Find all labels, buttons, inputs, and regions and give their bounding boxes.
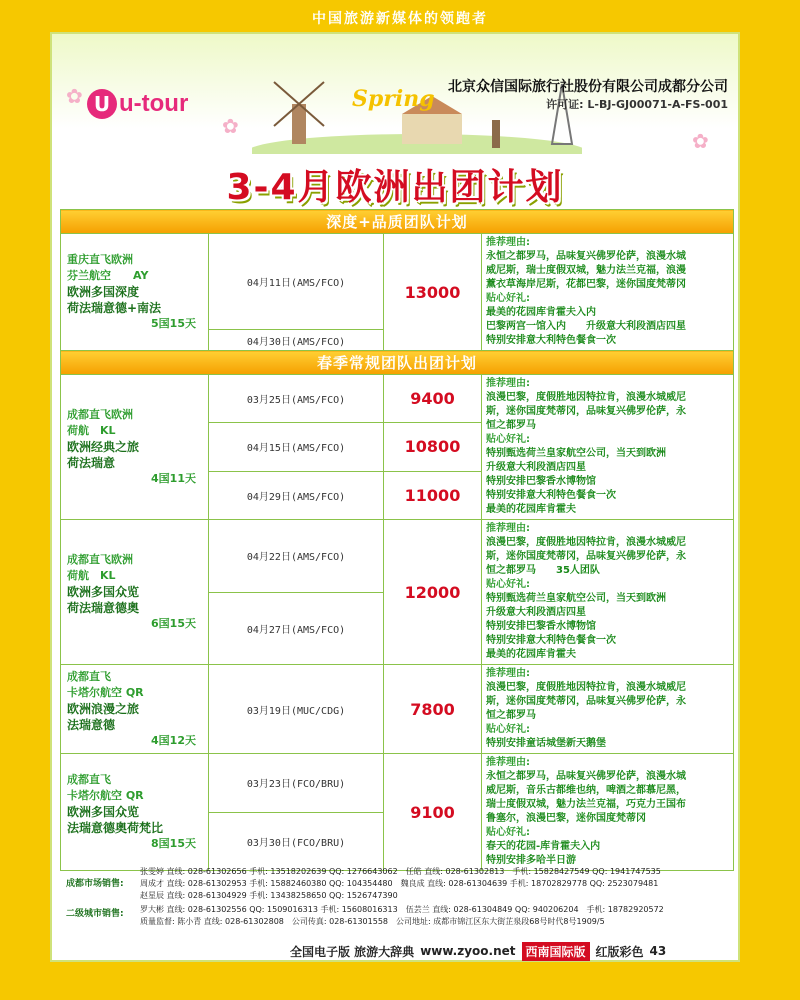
route-cell — [61, 754, 209, 871]
note-line: 贴心好礼: — [486, 579, 530, 590]
departure-date: 04月29日(AMS/FCO) — [209, 471, 384, 519]
price: 11000 — [384, 471, 482, 519]
airline-line: 卡塔尔航空 QR — [67, 789, 144, 802]
departure-line: 成都直飞 — [67, 670, 111, 683]
note-line: 推荐理由: — [486, 237, 530, 248]
note-line: 贴心好礼: — [486, 434, 530, 445]
note-line: 最美的花园库肯霍夫 — [486, 649, 576, 660]
note-line: 浪漫巴黎，度假胜地因特拉肯，浪漫水城威尼 — [486, 537, 686, 548]
page-title: 3-4月欧洲出团计划 — [226, 167, 564, 208]
price: 13000 — [384, 234, 482, 351]
note-line: 特别安排意大利特色餐食一次 — [486, 335, 616, 346]
flower-icon: ✿ — [66, 84, 83, 108]
note-line: 最美的花园库肯霍夫 — [486, 504, 576, 515]
city-sales-label: 二级城市销售: — [66, 909, 124, 919]
note-line: 斯，迷你国度梵蒂冈，品味复兴佛罗伦萨，永 — [486, 406, 686, 417]
note-line: 推荐理由: — [486, 757, 530, 768]
company-name: 北京众信国际旅行社股份有限公司成都分公司 — [448, 79, 728, 95]
note-line: 最美的花园库肯霍夫入内 — [486, 307, 596, 318]
departure-line: 成都直飞欧洲 — [67, 553, 133, 566]
departure-date: 03月19日(MUC/CDG) — [209, 665, 384, 754]
route-duration: 6国15天 — [151, 617, 196, 630]
table-row — [61, 520, 734, 593]
route-countries: 法瑞意德 — [67, 718, 116, 732]
utour-logo — [87, 89, 188, 119]
route-duration: 8国15天 — [151, 837, 196, 850]
route-name: 欧洲经典之旅 — [67, 440, 140, 454]
price: 9400 — [384, 375, 482, 423]
route-notes — [482, 375, 734, 520]
route-duration: 4国12天 — [151, 734, 196, 747]
departure-date: 04月30日(AMS/FCO) — [209, 330, 384, 351]
departure-date: 04月11日(AMS/FCO) — [209, 234, 384, 330]
note-line: 特别甄选荷兰皇家航空公司，当天到欧洲 — [486, 448, 666, 459]
departure-line: 成都直飞欧洲 — [67, 408, 133, 421]
note-line: 威尼斯，瑞士度假双城，魅力法兰克福，浪漫 — [486, 265, 686, 276]
note-line: 升级意大利段酒店四星 — [486, 607, 586, 618]
note-line: 升级意大利段酒店四星 — [486, 462, 586, 473]
note-line: 浪漫巴黎，度假胜地因特拉肯，浪漫水城威尼 — [486, 682, 686, 693]
contact-row: 周成才 直线: 028-61302953 手机: 15882460380 QQ: 104354480 魏良成 直线: 028-61304639 手机: 18702829778 QQ: 2523079481 — [140, 879, 659, 888]
route-cell — [61, 375, 209, 520]
route-duration: 4国11天 — [151, 472, 196, 485]
airline-line: 荷航 KL — [67, 424, 116, 437]
note-line: 贴心好礼: — [486, 293, 530, 304]
departure-date: 03月30日(FCO/BRU) — [209, 812, 384, 871]
contact-row: 质量监督: 陈小青 直线: 028-61302808 公司传真: 028-61301558 公司地址: 成都市锦江区东大街芷泉段68号时代8号1909/5 — [140, 917, 605, 926]
top-tagline: 中国旅游新媒体的领跑者 — [312, 11, 488, 27]
note-line: 浪漫巴黎，度假胜地因特拉肯，浪漫水城威尼 — [486, 392, 686, 403]
route-duration: 5国15天 — [151, 317, 196, 330]
route-name: 欧洲多国众览 — [67, 585, 140, 599]
edition-badge: 西南国际版 — [522, 942, 590, 961]
table-row — [61, 375, 734, 423]
note-line: 恒之都罗马 35人团队 — [486, 565, 600, 576]
table-row — [61, 665, 734, 754]
note-line: 特别安排童话城堡新天鹅堡 — [486, 738, 606, 749]
route-cell — [61, 234, 209, 351]
section-title: 深度+品质团队计划 — [61, 210, 734, 234]
departure-date: 03月25日(AMS/FCO) — [209, 375, 384, 423]
note-line: 特别安排多哈半日游 — [486, 855, 576, 866]
note-line: 瑞士度假双城，魅力法兰克福，巧克力王国布 — [486, 799, 686, 810]
note-line: 薰衣草海岸尼斯，花都巴黎，迷你国度梵蒂冈 — [486, 279, 686, 290]
note-line: 鲁塞尔，浪漫巴黎，迷你国度梵蒂冈 — [486, 813, 646, 824]
note-line: 永恒之都罗马，品味复兴佛罗伦萨，浪漫水城 — [486, 771, 686, 782]
license-number: 许可证: L-BJ-GJ00071-A-FS-001 — [546, 98, 728, 111]
page-number: 43 — [649, 944, 667, 958]
route-countries: 法瑞意德奥荷梵比 — [67, 821, 164, 835]
route-name: 欧洲多国深度 — [67, 285, 140, 299]
route-notes — [482, 665, 734, 754]
note-line: 威尼斯，音乐古都维也纳，啤酒之都慕尼黑， — [486, 785, 686, 796]
note-line: 春天的花园-库肯霍夫入内 — [486, 841, 601, 852]
note-line: 推荐理由: — [486, 523, 530, 534]
note-line: 特别甄选荷兰皇家航空公司，当天到欧洲 — [486, 593, 666, 604]
route-cell — [61, 520, 209, 665]
flower-icon: ✿ — [692, 129, 709, 153]
site-link[interactable]: www.zyoo.net — [420, 944, 516, 958]
departure-date: 03月23日(FCO/BRU) — [209, 754, 384, 813]
note-line: 特别安排巴黎香水博物馆 — [486, 476, 596, 487]
departure-line: 成都直飞 — [67, 773, 111, 786]
route-name: 欧洲浪漫之旅 — [67, 702, 140, 716]
flower-icon: ✿ — [222, 114, 239, 138]
color-label: 红版彩色 — [595, 944, 644, 959]
note-line: 特别安排意大利特色餐食一次 — [486, 635, 616, 646]
route-notes — [482, 754, 734, 871]
route-cell — [61, 665, 209, 754]
note-line: 斯，迷你国度梵蒂冈，品味复兴佛罗伦萨，永 — [486, 551, 686, 562]
departure-date: 04月27日(AMS/FCO) — [209, 592, 384, 665]
price: 7800 — [384, 665, 482, 754]
route-countries: 荷法瑞意 — [67, 456, 116, 470]
contact-row: 赵星辰 直线: 028-61304929 手机: 13438258650 QQ: 1526747390 — [140, 891, 398, 900]
route-notes — [482, 234, 734, 351]
content-panel — [50, 32, 740, 962]
departure-line: 重庆直飞欧洲 — [67, 253, 133, 266]
contact-row: 张雯婷 直线: 028-61302656 手机: 13518202639 QQ: 1276643062 任皓 直线: 028-61302813 手机: 15828427549 QQ: 1941747535 — [140, 867, 661, 876]
footer-bar — [290, 940, 666, 962]
route-countries: 荷法瑞意德奥 — [67, 601, 140, 615]
route-countries: 荷法瑞意德+南法 — [67, 301, 162, 315]
market-sales-label: 成都市场销售: — [66, 879, 124, 889]
section-title: 春季常规团队出团计划 — [61, 351, 734, 375]
note-line: 贴心好礼: — [486, 827, 530, 838]
departure-date: 04月15日(AMS/FCO) — [209, 423, 384, 471]
logo-text: u-tour — [119, 90, 189, 117]
note-line: 推荐理由: — [486, 668, 530, 679]
note-line: 特别安排意大利特色餐食一次 — [486, 490, 616, 501]
contact-row: 罗大彬 直线: 028-61302556 QQ: 1509016313 手机: 15608016313 伍芸兰 直线: 028-61304849 QQ: 940206204 手机: 18782920572 — [140, 905, 664, 914]
table-row — [61, 754, 734, 813]
edition-prefix: 全国电子版 旅游大辞典 — [290, 944, 415, 959]
note-line: 特别安排巴黎香水博物馆 — [486, 621, 596, 632]
note-line: 贴心好礼: — [486, 724, 530, 735]
departure-date: 04月22日(AMS/FCO) — [209, 520, 384, 593]
note-line: 推荐理由: — [486, 378, 530, 389]
price: 9100 — [384, 754, 482, 871]
section-header — [61, 210, 734, 234]
logo-mark: U — [87, 89, 117, 119]
airline-line: 荷航 KL — [67, 569, 116, 582]
note-line: 恒之都罗马 — [486, 710, 536, 721]
airline-line: 芬兰航空 AY — [67, 269, 149, 282]
schedule-table — [60, 209, 734, 871]
note-line: 巴黎两宫一馆入内 升级意大利段酒店四星 — [486, 321, 686, 332]
table-row — [61, 234, 734, 330]
route-name: 欧洲多国众览 — [67, 805, 140, 819]
route-notes — [482, 520, 734, 665]
section-header — [61, 351, 734, 375]
spring-text: Spring — [352, 86, 435, 112]
price: 12000 — [384, 520, 482, 665]
price: 10800 — [384, 423, 482, 471]
header-banner — [52, 34, 738, 152]
note-line: 斯，迷你国度梵蒂冈，品味复兴佛罗伦萨，永 — [486, 696, 686, 707]
note-line: 恒之都罗马 — [486, 420, 536, 431]
airline-line: 卡塔尔航空 QR — [67, 686, 144, 699]
note-line: 永恒之都罗马，品味复兴佛罗伦萨，浪漫水城 — [486, 251, 686, 262]
